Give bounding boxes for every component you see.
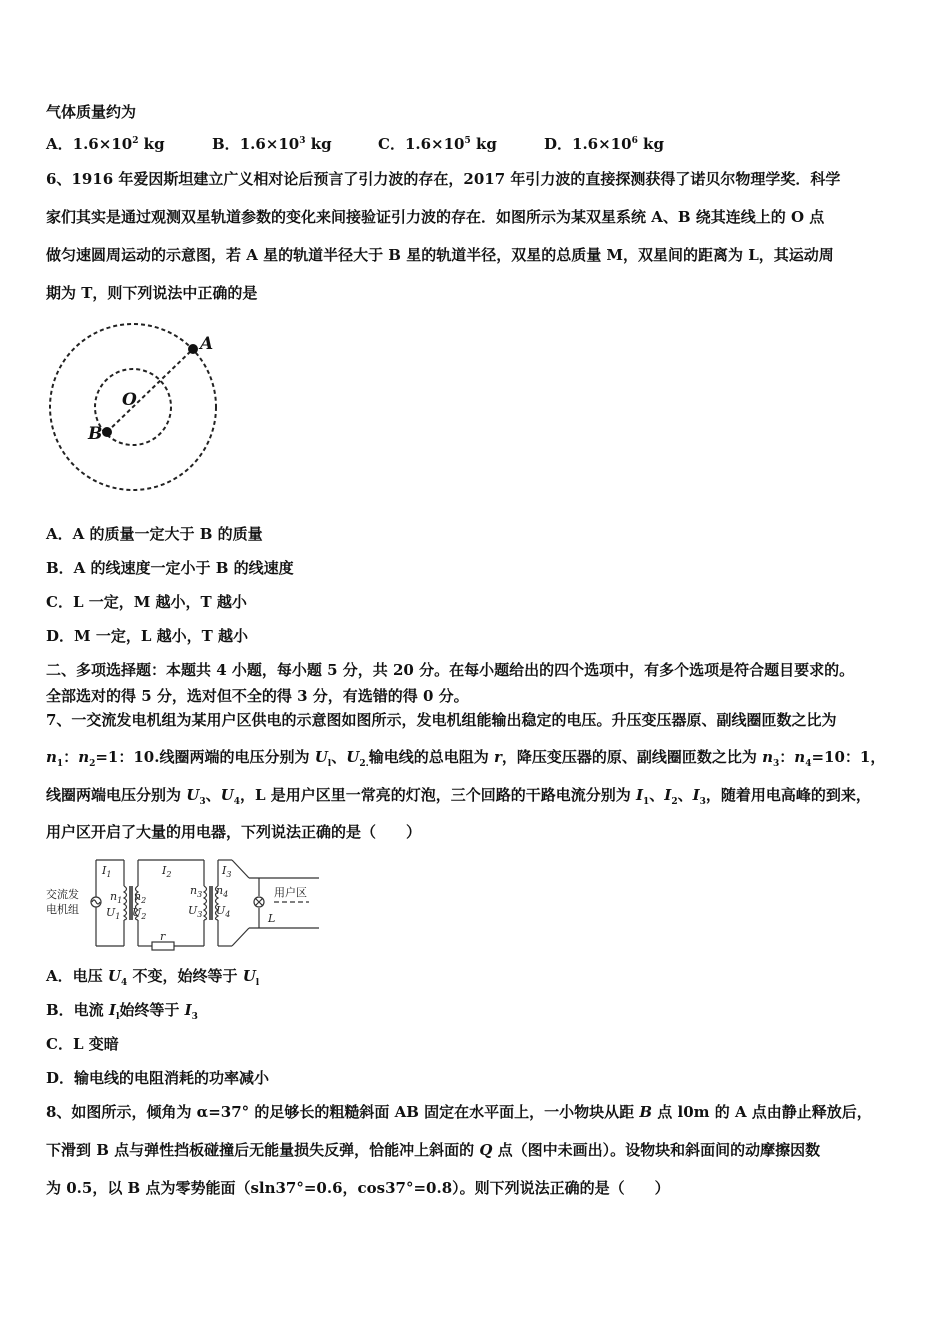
q8-text-line: 下滑到 B 点与弹性挡板碰撞后无能量损失反弹，恰能冲上斜面的 Q 点（图中未画出）。设物块和斜面间的动摩擦因数 (46, 1141, 821, 1159)
q7-text-line: 线圈两端电压分别为 $U_3$、$U_4$，L 是用户区里一常亮的灯泡，三个回路的干路电流分别为 $I_1$、$I_2$、$I_3$，随着用电高峰的到来， (46, 786, 871, 807)
q8-text-line: 为 0.5，以 B 点为零势能面（sln37°=0.6，cos37°=0.8）。则下列说法正确的是（ ） (46, 1179, 670, 1197)
current-i3: $I_3$ (222, 864, 232, 879)
label-o: O (122, 390, 137, 410)
option-a[interactable]: A．$1.6\times 10^2$ kg (46, 135, 165, 153)
star-a (188, 344, 198, 354)
turns-n4: $n_4$ (216, 884, 229, 899)
option-b[interactable]: B．$1.6\times 10^3$ kg (212, 135, 332, 153)
q7-option-c[interactable]: C．L 变暗 (46, 1035, 119, 1053)
binary-star-figure (40, 312, 240, 502)
q6-text-line: 期为 T，则下列说法中正确的是 (46, 284, 258, 302)
section-heading: 二、多项选择题：本题共 4 小题，每小题 5 分，共 20 分。在每小题给出的四个选项中，有多个选项是符合题目要求的。 (46, 661, 855, 679)
turns-n2: $n_2$ (134, 890, 147, 905)
q7-text-line: 用户区开启了大量的用电器，下列说法正确的是（ ） (46, 823, 422, 841)
label-b: B (88, 424, 103, 444)
q7-option-b[interactable]: B．电流 $I_l$始终等于 $I_3$ (46, 1001, 198, 1022)
turns-n3: $n_3$ (190, 884, 203, 899)
voltage-u1: $U_1$ (106, 906, 121, 921)
q6-option-d[interactable]: D．M 一定，L 越小，T 越小 (46, 627, 248, 645)
q7-text-line: 7、一交流发电机组为某用户区供电的示意图如图所示，发电机组能输出稳定的电压。升压变压器原、副线圈匝数之比为 (46, 711, 837, 729)
turns-n1: $n_1$ (110, 890, 123, 905)
option-c[interactable]: C．$1.6\times 10^5$ kg (378, 135, 497, 153)
resistor-r: r (160, 930, 166, 943)
q6-text-line: 家们其实是通过观测双星轨道参数的变化来间接验证引力波的存在．如图所示为某双星系统 A、B 绕其连线上的 O 点 (46, 208, 825, 226)
intro-text: 气体质量约为 (46, 103, 137, 121)
current-i2: $I_2$ (162, 864, 172, 879)
generator-label: 交流发 (46, 888, 79, 901)
q7-text-line: $n_1$：$n_2=1$：10.线圈两端的电压分别为 $U_l$、$U_{2.}$输电线的总电阻为 r，降压变压器的原、副线圈匝数之比为 $n_3$：$n_4=10$：1， (46, 748, 886, 769)
q6-option-c[interactable]: C．L 一定，M 越小，T 越小 (46, 593, 247, 611)
q7-option-d[interactable]: D．输电线的电阻消耗的功率减小 (46, 1069, 270, 1087)
generator-label: 电机组 (46, 903, 79, 916)
q6-option-b[interactable]: B．A 的线速度一定小于 B 的线速度 (46, 559, 294, 577)
star-b (102, 427, 112, 437)
user-area-label: 用户区 (274, 886, 307, 899)
current-i1: $I_1$ (102, 864, 112, 879)
option-d[interactable]: D．$1.6\times 10^6$ kg (544, 135, 664, 153)
q8-text-line: 8、如图所示，倾角为 α=37° 的足够长的粗糙斜面 AB 固定在水平面上，一小物块从距 B 点 l0m 的 A 点由静止释放后， (46, 1103, 872, 1121)
lamp-l: L (268, 912, 276, 925)
power-transmission-circuit (44, 856, 324, 952)
voltage-u3: $U_3$ (188, 904, 203, 919)
voltage-u4: $U_4$ (216, 904, 231, 919)
section-instructions: 全部选对的得 5 分，选对但不全的得 3 分，有选错的得 0 分。 (46, 687, 469, 705)
voltage-u2: $U_2$ (132, 906, 147, 921)
q6-text-line: 6、1916 年爱因斯坦建立广义相对论后预言了引力波的存在，2017 年引力波的直接探测获得了诺贝尔物理学奖．科学 (46, 170, 841, 188)
label-a: A (200, 334, 214, 354)
q6-text-line: 做匀速圆周运动的示意图，若 A 星的轨道半径大于 B 星的轨道半径，双星的总质量 M，双星间的距离为 L，其运动周 (46, 246, 834, 264)
q6-option-a[interactable]: A．A 的质量一定大于 B 的质量 (46, 525, 263, 543)
q7-option-a[interactable]: A．电压 $U_4$ 不变，始终等于 $U_l$ (46, 967, 260, 988)
connecting-line (107, 349, 193, 432)
